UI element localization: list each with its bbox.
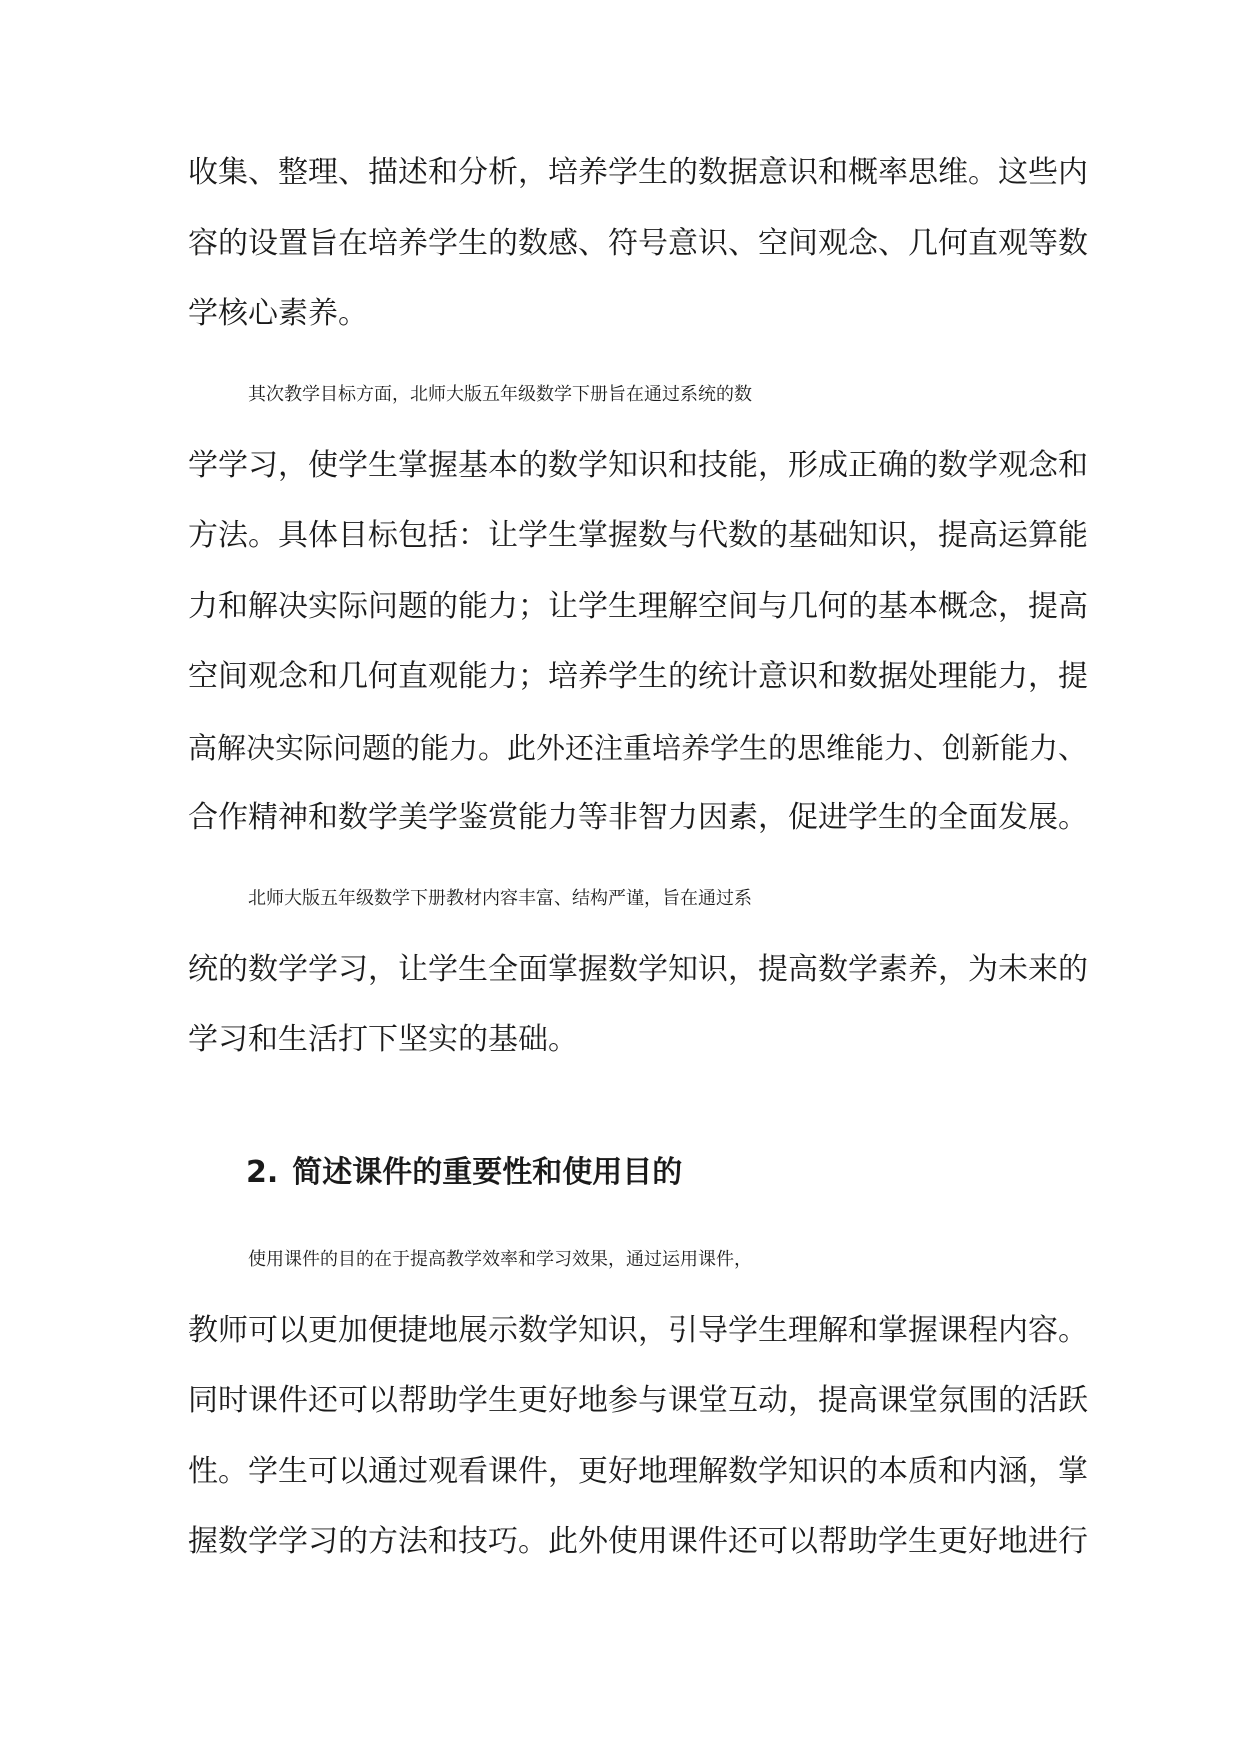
text-line: 方法。具体目标包括：让学生掌握数与代数的基础知识，提高运算能 <box>188 518 1088 553</box>
text-line: 学学习，使学生掌握基本的数学知识和技能，形成正确的数学观念和 <box>188 448 1088 483</box>
text-line: 力和解决实际问题的能力；让学生理解空间与几何的基本概念，提高 <box>188 589 1088 624</box>
text-line: 高解决实际问题的能力。此外还注重培养学生的思维能力、创新能力、 <box>188 731 1088 765</box>
text-line: 同时课件还可以帮助学生更好地参与课堂互动，提高课堂氛围的活跃 <box>188 1383 1088 1418</box>
text-line: 合作精神和数学美学鉴赏能力等非智力因素，促进学生的全面发展。 <box>188 800 1088 835</box>
text-line: 空间观念和几何直观能力；培养学生的统计意识和数据处理能力，提 <box>188 659 1088 694</box>
text-line: 教师可以更加便捷地展示数学知识，引导学生理解和掌握课程内容。 <box>188 1313 1088 1348</box>
text-line: 握数学学习的方法和技巧。此外使用课件还可以帮助学生更好地进行 <box>188 1524 1088 1559</box>
section-number: 2. <box>246 1155 279 1190</box>
text-line: 统的数学学习，让学生全面掌握数学知识，提高数学素养，为未来的 <box>188 952 1088 987</box>
text-line: 其次教学目标方面，北师大版五年级数学下册旨在通过系统的数 <box>248 384 752 405</box>
text-line: 学习和生活打下坚实的基础。 <box>188 1022 578 1057</box>
text-line: 收集、整理、描述和分析，培养学生的数据意识和概率思维。这些内 <box>188 155 1088 190</box>
text-line: 性。学生可以通过观看课件，更好地理解数学知识的本质和内涵，掌 <box>188 1454 1088 1489</box>
section-title: 简述课件的重要性和使用目的 <box>292 1155 683 1190</box>
section-heading <box>246 1148 682 1198</box>
text-line: 北师大版五年级数学下册教材内容丰富、结构严谨，旨在通过系 <box>248 888 752 909</box>
text-line: 学核心素养。 <box>188 296 368 331</box>
text-line: 容的设置旨在培养学生的数感、符号意识、空间观念、几何直观等数 <box>188 226 1088 261</box>
text-line: 使用课件的目的在于提高教学效率和学习效果，通过运用课件， <box>248 1249 752 1270</box>
